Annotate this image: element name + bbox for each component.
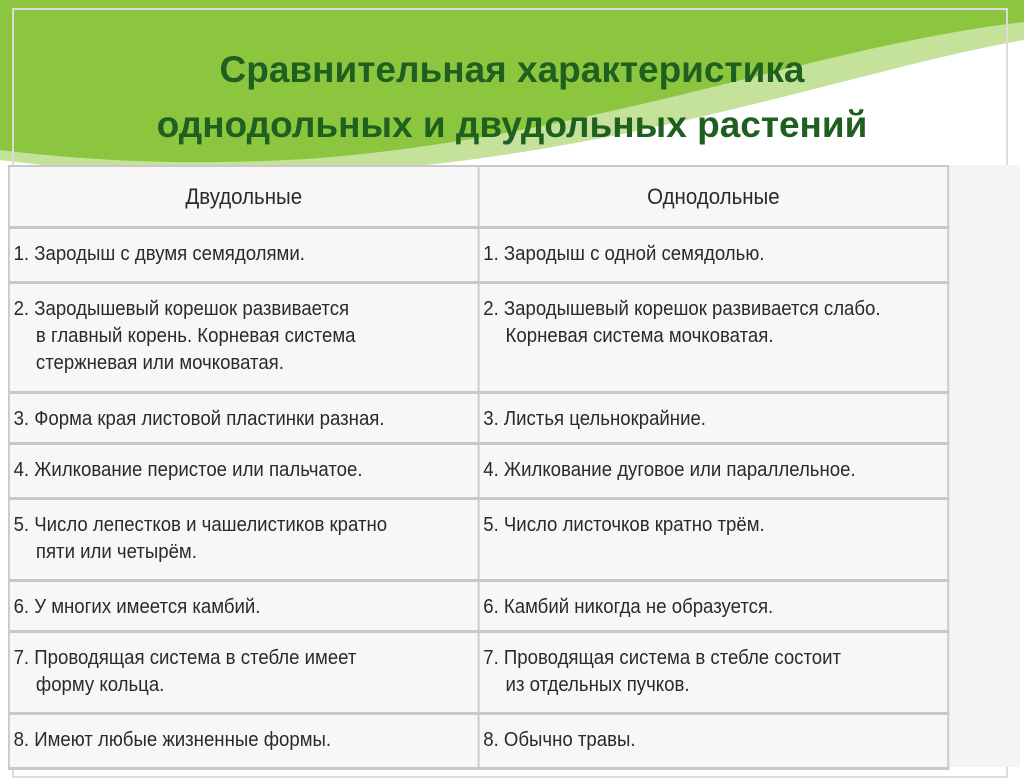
cell-text: 8. Имеют любые жизненные формы. <box>13 729 332 751</box>
cell-monocots <box>480 582 950 633</box>
header-dicots: Двудольные <box>8 165 480 229</box>
cell-monocots <box>480 445 950 500</box>
title-line-1: Сравнительная характеристика <box>219 49 805 90</box>
cell-text: 7. Проводящая система в стебле имеет форму кольца. <box>13 647 357 696</box>
cell-monocots <box>480 394 950 445</box>
table-row <box>8 500 949 582</box>
table-row <box>8 445 949 500</box>
table-row <box>8 229 949 284</box>
slide-title <box>40 42 984 152</box>
cell-text: 4. Жилкование перистое или пальчатое. <box>13 459 363 481</box>
cell-text: 3. Листья цельнокрайние. <box>483 408 706 430</box>
cell-monocots <box>480 500 950 582</box>
table-row <box>8 715 949 770</box>
cell-text: 6. У многих имеется камбий. <box>13 596 261 618</box>
table-row <box>8 394 949 445</box>
cell-dicots <box>8 715 480 770</box>
cell-text: 4. Жилкование дуговое или параллельное. <box>483 459 856 481</box>
table-container <box>8 165 1020 767</box>
cell-dicots <box>8 582 480 633</box>
cell-text: 3. Форма края листовой пластинки разная. <box>13 408 385 430</box>
table-row <box>8 582 949 633</box>
cell-text: 1. Зародыш с одной семядолью. <box>483 243 765 265</box>
cell-monocots <box>480 633 950 715</box>
cell-monocots <box>480 715 950 770</box>
cell-text: 2. Зародышевый корешок развивается слабо. Корневая система мочковатая. <box>483 298 881 347</box>
cell-dicots <box>8 229 480 284</box>
table-row <box>8 284 949 394</box>
cell-monocots <box>480 284 950 394</box>
cell-text: 8. Обычно травы. <box>483 729 636 751</box>
cell-text: 7. Проводящая система в стебле состоит из отдельных пучков. <box>483 647 842 696</box>
cell-text: 2. Зародышевый корешок развивается в главный корень. Корневая система стержневая или мочковатая. <box>13 298 356 374</box>
cell-dicots <box>8 445 480 500</box>
cell-dicots <box>8 633 480 715</box>
table-row <box>8 633 949 715</box>
cell-text: 1. Зародыш с двумя семядолями. <box>13 243 305 265</box>
cell-text: 6. Камбий никогда не образуется. <box>483 596 774 618</box>
table-header-row <box>8 165 949 229</box>
title-line-2: однодольных и двудольных растений <box>156 104 868 145</box>
cell-text: 5. Число листочков кратно трём. <box>483 514 765 536</box>
cell-dicots <box>8 500 480 582</box>
cell-text: 5. Число лепестков и чашелистиков кратно пяти или четырём. <box>13 514 388 563</box>
cell-dicots <box>8 284 480 394</box>
comparison-table <box>8 165 949 770</box>
cell-dicots <box>8 394 480 445</box>
header-monocots: Однодольные <box>480 165 950 229</box>
cell-monocots <box>480 229 950 284</box>
